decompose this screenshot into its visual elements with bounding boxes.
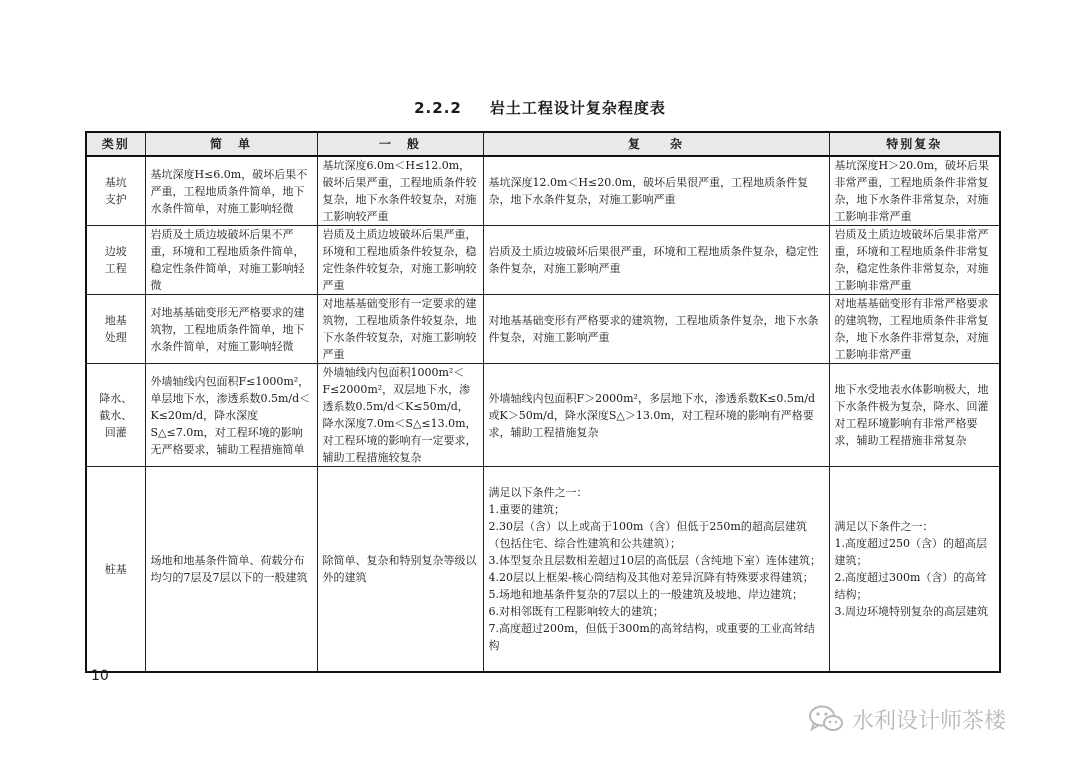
table-row bbox=[86, 364, 1000, 467]
section-number: 2.2.2 bbox=[414, 99, 462, 117]
row-category bbox=[86, 226, 145, 295]
complex-line: 3.体型复杂且层数相差超过10层的高低层（含纯地下室）连体建筑； bbox=[488, 554, 821, 567]
category-line: 回灌 bbox=[104, 425, 127, 439]
cell-general: 岩质及土质边坡破坏后果严重，环境和工程地质条件较复杂，稳定性条件较复杂，对施工影响较严重 bbox=[317, 226, 483, 295]
category-line: 工程 bbox=[104, 262, 127, 275]
table-row bbox=[86, 226, 1000, 295]
table-row bbox=[86, 467, 1000, 673]
row-category bbox=[86, 156, 145, 226]
section-title: 岩土工程设计复杂程度表 bbox=[489, 99, 666, 117]
cell-simple: 场地和地基条件简单、荷载分布均匀的7层及7层以下的一般建筑 bbox=[145, 467, 317, 673]
complex-line: 5.场地和地基条件复杂的7层以上的一般建筑及坡地、岸边建筑； bbox=[488, 588, 803, 601]
cell-special bbox=[829, 467, 1000, 673]
complex-line: 4.20层以上框架-核心筒结构及其他对差异沉降有特殊要求得建筑； bbox=[488, 571, 814, 584]
category-line: 地基 bbox=[104, 314, 127, 327]
cell-complex: 岩质及土质边坡破坏后果很严重，环境和工程地质条件复杂，稳定性条件复杂，对施工影响严重 bbox=[483, 226, 829, 295]
row-category bbox=[86, 364, 145, 467]
row-category bbox=[86, 295, 145, 364]
category-line: 桩基 bbox=[104, 562, 127, 576]
complex-line: 满足以下条件之一： bbox=[488, 486, 588, 499]
header-special: 特别复杂 bbox=[829, 132, 1000, 156]
header-simple: 简 单 bbox=[145, 132, 317, 156]
cell-complex: 外墙轴线内包面积F＞2000m²，多层地下水，渗透系数K≤0.5m/d或K＞50m/d，降水深度S△＞13.0m，对工程环境的影响有严格要求，辅助工程措施复杂 bbox=[483, 364, 829, 467]
page-number: 10 bbox=[91, 668, 109, 684]
cell-general: 除简单、复杂和特别复杂等级以外的建筑 bbox=[317, 467, 483, 673]
complexity-table bbox=[85, 131, 1001, 673]
special-line: 2.高度超过300m（含）的高耸结构； bbox=[834, 571, 987, 601]
category-line: 截水、 bbox=[99, 408, 133, 422]
special-line: 满足以下条件之一： bbox=[834, 520, 934, 533]
cell-special: 岩质及土质边坡破坏后果非常严重，环境和工程地质条件非常复杂，稳定性条件非常复杂，对施工影响非常严重 bbox=[829, 226, 1000, 295]
complex-line: 7.高度超过200m，但低于300m的高耸结构，或重要的工业高耸结构 bbox=[488, 622, 815, 652]
complex-line: 1.重要的建筑； bbox=[488, 503, 565, 516]
watermark bbox=[808, 699, 1006, 739]
cell-simple: 对地基基础变形无严格要求的建筑物，工程地质条件简单，地下水条件简单，对施工影响轻微 bbox=[145, 295, 317, 364]
cell-general: 基坑深度6.0m＜H≤12.0m，破坏后果严重，工程地质条件较复杂，地下水条件较复杂，对施工影响较严重 bbox=[317, 156, 483, 226]
complex-line: 6.对相邻既有工程影响较大的建筑； bbox=[488, 605, 664, 618]
watermark-text: 水利设计师茶楼 bbox=[852, 708, 1007, 734]
cell-special: 对地基基础变形有非常严格要求的建筑物，工程地质条件非常复杂，地下水条件非常复杂，对施工影响非常严重 bbox=[829, 295, 1000, 364]
cell-complex bbox=[483, 467, 829, 673]
table-header-row bbox=[86, 132, 1000, 156]
cell-simple: 基坑深度H≤6.0m，破坏后果不严重，工程地质条件简单，地下水条件简单，对施工影响轻微 bbox=[145, 156, 317, 226]
wechat-icon bbox=[808, 704, 844, 734]
cell-simple: 外墙轴线内包面积F≤1000m²，单层地下水，渗透系数0.5m/d＜K≤20m/d，降水深度S△≤7.0m，对工程环境的影响无严格要求，辅助工程措施简单 bbox=[145, 364, 317, 467]
category-line: 处理 bbox=[104, 331, 127, 344]
special-line: 3.周边环境特别复杂的高层建筑 bbox=[834, 605, 988, 618]
table-row bbox=[86, 156, 1000, 226]
page-title bbox=[0, 97, 1080, 118]
cell-special: 基坑深度H＞20.0m，破坏后果非常严重，工程地质条件非常复杂，地下水条件非常复杂，对施工影响非常严重 bbox=[829, 156, 1000, 226]
cell-complex: 基坑深度12.0m＜H≤20.0m，破坏后果很严重，工程地质条件复杂，地下水条件复杂，对施工影响严重 bbox=[483, 156, 829, 226]
header-general: 一 般 bbox=[317, 132, 483, 156]
header-category: 类别 bbox=[86, 132, 145, 156]
cell-special: 地下水受地表水体影响极大，地下水条件极为复杂，降水、回灌对工程环境影响有非常严格要求，辅助工程措施非常复杂 bbox=[829, 364, 1000, 467]
complex-line: 2.30层（含）以上或高于100m（含）但低于250m的超高层建筑（包括住宅、综合性建筑和公共建筑）； bbox=[488, 520, 807, 550]
category-line: 基坑 bbox=[104, 176, 127, 189]
category-line: 边坡 bbox=[104, 245, 127, 258]
cell-complex: 对地基基础变形有严格要求的建筑物，工程地质条件复杂，地下水条件复杂，对施工影响严重 bbox=[483, 295, 829, 364]
table-row bbox=[86, 295, 1000, 364]
row-category bbox=[86, 467, 145, 673]
cell-simple: 岩质及土质边坡破坏后果不严重，环境和工程地质条件简单，稳定性条件简单，对施工影响轻微 bbox=[145, 226, 317, 295]
header-complex: 复 杂 bbox=[483, 132, 829, 156]
cell-general: 外墙轴线内包面积1000m²＜F≤2000m²，双层地下水，渗透系数0.5m/d＜K≤50m/d，降水深度7.0m＜S△≤13.0m，对工程环境的影响有一定要求，辅助工程措施较复杂 bbox=[317, 364, 483, 467]
category-line: 支护 bbox=[104, 193, 127, 206]
category-line: 降水、 bbox=[99, 391, 133, 405]
special-line: 1.高度超过250（含）的超高层建筑； bbox=[834, 537, 987, 567]
cell-general: 对地基基础变形有一定要求的建筑物，工程地质条件较复杂，地下水条件较复杂，对施工影响较严重 bbox=[317, 295, 483, 364]
